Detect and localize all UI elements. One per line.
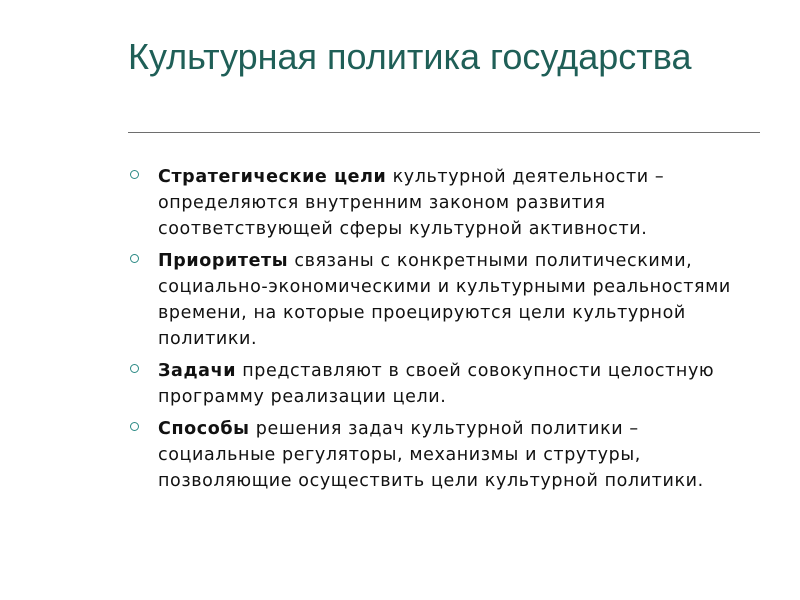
bullet-lead: Способы bbox=[158, 419, 250, 439]
hollow-circle-bullet-icon bbox=[130, 170, 139, 179]
hollow-circle-bullet-icon bbox=[130, 422, 139, 431]
slide-title: Культурная политика государства bbox=[128, 36, 692, 77]
bullet-item-tasks bbox=[128, 358, 748, 410]
hollow-circle-bullet-icon bbox=[130, 364, 139, 373]
bullet-text: связаны с конкретными политическими, социально-экономическими и культурными реальностями времени, на которые проецируются цели культурной политики. bbox=[158, 251, 731, 349]
bullet-text: культурной деятельности – определяются внутренним законом развития соответствующей сферы культурной активности. bbox=[158, 167, 665, 239]
hollow-circle-bullet-icon bbox=[130, 254, 139, 263]
bullet-item-strategic-goals bbox=[128, 164, 748, 242]
bullet-lead: Приоритеты bbox=[158, 251, 289, 271]
bullet-item-methods bbox=[128, 416, 748, 494]
bullet-lead: Задачи bbox=[158, 361, 237, 381]
title-divider bbox=[128, 132, 760, 133]
bullet-text: представляют в своей совокупности целостную программу реализации цели. bbox=[158, 361, 715, 407]
bullet-list bbox=[128, 164, 748, 500]
bullet-item-priorities bbox=[128, 248, 748, 352]
bullet-text: решения задач культурной политики – социальные регуляторы, механизмы и струтуры, позволяющие осуществить цели культурной политики. bbox=[158, 419, 704, 491]
bullet-lead: Стратегические цели bbox=[158, 167, 387, 187]
